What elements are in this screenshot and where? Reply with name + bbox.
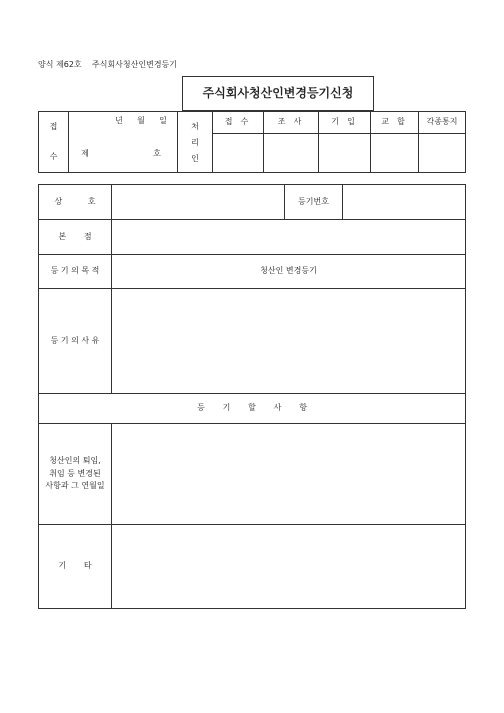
change-label-line-3: 사항과 그 연월일 xyxy=(45,481,105,491)
trade-name-label: 상 호 xyxy=(54,196,96,206)
other-label: 기 타 xyxy=(58,561,92,571)
reason-field[interactable] xyxy=(112,289,465,393)
change-label-line-2: 취임 등 변경된 xyxy=(49,468,101,478)
trade-name-field[interactable] xyxy=(112,185,284,219)
handler-label-2: 리 xyxy=(191,137,199,147)
handler-label-1: 처 xyxy=(191,121,199,131)
form-number: 양식 제62호 xyxy=(38,60,82,69)
receipt-no-suffix: 호 xyxy=(153,148,161,158)
stamp-box-notices[interactable] xyxy=(419,134,465,172)
other-field[interactable] xyxy=(112,525,465,608)
change-label xyxy=(39,424,111,524)
receipt-day: 일 xyxy=(159,115,167,125)
receipt-year: 년 xyxy=(115,115,123,125)
stamp-box-review[interactable] xyxy=(264,134,318,172)
change-field[interactable] xyxy=(112,424,465,524)
form-title: 주식회사청산인변경등기신청 xyxy=(182,76,374,111)
purpose-label: 등 기 의 목 적 xyxy=(50,266,100,276)
col-notices: 각종통지 xyxy=(426,117,458,127)
receipt-no-prefix: 제 xyxy=(81,148,89,158)
head-office-field[interactable] xyxy=(112,220,465,254)
stamp-box-check[interactable] xyxy=(371,134,418,172)
col-review: 조 사 xyxy=(277,117,305,127)
reg-no-field[interactable] xyxy=(343,185,465,219)
receipt-label-bottom: 수 xyxy=(49,151,58,161)
purpose-value: 청산인 변경등기 xyxy=(260,266,317,276)
form-name: 주식회사청산인변경등기 xyxy=(92,60,178,69)
col-entry: 기 입 xyxy=(331,117,358,127)
col-check: 교 합 xyxy=(381,117,408,127)
head-office-label: 본 점 xyxy=(58,231,92,241)
receipt-month: 월 xyxy=(137,115,145,125)
reason-label: 등 기 의 사 유 xyxy=(50,335,100,345)
reg-no-label: 등기번호 xyxy=(298,196,329,206)
col-receipt: 접 수 xyxy=(224,117,252,127)
change-label-line-1: 청산인의 퇴임, xyxy=(49,455,101,465)
stamp-box-receipt[interactable] xyxy=(213,134,263,172)
handler-label-3: 인 xyxy=(191,153,199,163)
stamp-box-entry[interactable] xyxy=(319,134,370,172)
matters-heading: 등 기 할 사 항 xyxy=(197,403,307,413)
receipt-label-top: 접 xyxy=(49,121,58,131)
